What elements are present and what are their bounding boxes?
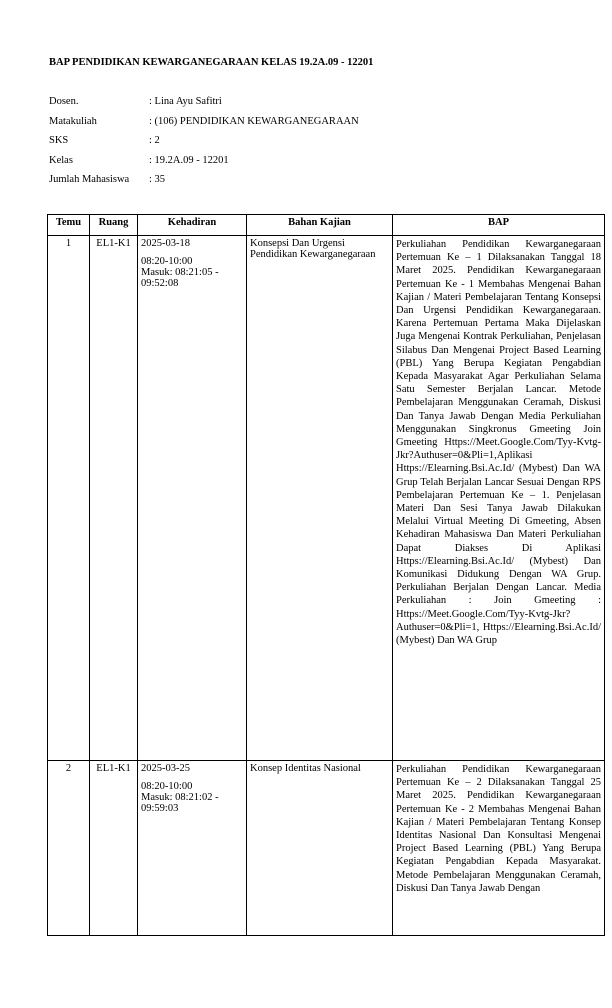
header-bahan-kajian: Bahan Kajian xyxy=(247,215,393,236)
cell-ruang: EL1-K1 xyxy=(90,761,138,936)
info-value: : (106) PENDIDIKAN KEWARGANEGARAAN xyxy=(149,115,359,127)
info-value: : Lina Ayu Safitri xyxy=(149,96,222,107)
info-row-kelas xyxy=(49,155,359,175)
info-value: : 35 xyxy=(149,174,166,185)
course-info xyxy=(49,96,359,194)
header-temu: Temu xyxy=(48,215,90,236)
info-label: SKS xyxy=(49,135,69,146)
attendance-checkin: Masuk: 08:21:02 - xyxy=(141,792,219,803)
info-row-sks xyxy=(49,135,359,155)
cell-temu: 2 xyxy=(48,761,90,936)
info-label: Jumlah Mahasiswa xyxy=(49,174,130,185)
info-label: Dosen. xyxy=(49,96,79,107)
cell-bahan-kajian: Konsepsi Dan Urgensi Pendidikan Kewarganegaraan xyxy=(247,236,393,761)
info-row-jumlah-mahasiswa xyxy=(49,174,359,194)
cell-bahan-kajian: Konsep Identitas Nasional xyxy=(247,761,393,936)
cell-temu: 1 xyxy=(48,236,90,761)
attendance-date: 2025-03-25 xyxy=(141,763,190,774)
table-row xyxy=(48,236,605,761)
cell-bap: Perkuliahan Pendidikan Kewarganegaraan Pertemuan Ke – 2 Dilaksanakan Tanggal 25 Maret 2025. Pendidikan Kewarganegaraan Pertemuan Ke - 2 Membahas Mengenai Bahan Kajian / Materi Pembelajaran Tentang Konsep Identitas Nasional Dan Konsultasi Mengenai Project Based Learning (PBL) Yang Berupa Kegiatan Pengabdian Kepada Masyarakat. Metode Pembelajaran Menggunakan Ceramah, Diskusi Dan Tanya Jawab Dengan xyxy=(393,761,605,936)
header-bap: BAP xyxy=(393,215,605,236)
attendance-date: 2025-03-18 xyxy=(141,238,190,249)
header-kehadiran: Kehadiran xyxy=(138,215,247,236)
table-header-row xyxy=(48,215,605,236)
page-title: BAP PENDIDIKAN KEWARGANEGARAAN KELAS 19.2A.09 - 12201 xyxy=(49,57,374,68)
info-value: : 19.2A.09 - 12201 xyxy=(149,154,229,166)
cell-bap: Perkuliahan Pendidikan Kewarganegaraan Pertemuan Ke – 1 Dilaksanakan Tanggal 18 Maret 2025. Pendidikan Kewarganegaraan Pertemuan Ke - 1 Membahas Mengenai Bahan Kajian / Materi Pembelajaran Tentang Konsepsi Dan Urgensi Pendidikan Kewarganegaraan. Karena Pertemuan Pertama Maka Dijelaskan Juga Mengenai Kontrak Perkuliahan, Penjelasan Silabus Dan Mengenai Project Based Learning (PBL) Yang Berupa Kegiatan Pengabdian Kepada Masyarakat Agar Perkuliahan Selama Satu Semester Berjalan Lancar. Metode Pembelajaran Menggunakan Ceramah, Diskusi Dan Tanya Jawab Dengan Media Perkuliahan Menggunakan Singkronus Gmeeting Join Gmeeting Https://Meet.Google.Com/Tyy-Kvtg-Jkr?Authuser=0&Pli=1,Aplikasi Https://Elearning.Bsi.Ac.Id/ (Mybest) Dan WA Grup Telah Berjalan Lancar Sesuai Dengan RPS Pembelajaran Pertemuan Ke – 1. Penjelasan Materi Dan Sesi Tanya Jawab Dilakukan Melalui Virtual Meeting Di Gmeeting, Absen Kehadiran Mahasiswa Dan Materi Perkuliahan Dapat Diakses Di Aplikasi Https://Elearning.Bsi.Ac.Id/ (Mybest) Dan Komunikasi Didukung Dengan WA Grup. Perkuliahan Berjalan Dengan Lancar. Media Perkuliahan : Join Gmeeting : Https://Meet.Google.Com/Tyy-Kvtg-Jkr?Authuser=0&Pli=1, Https://Elearning.Bsi.Ac.Id/ (Mybest) Dan WA Grup xyxy=(393,236,605,761)
attendance-schedule: 08:20-10:00 xyxy=(141,256,193,267)
bap-table xyxy=(47,214,605,936)
info-row-dosen xyxy=(49,96,359,116)
header-ruang: Ruang xyxy=(90,215,138,236)
table-row xyxy=(48,761,605,936)
cell-kehadiran xyxy=(138,761,247,936)
info-label: Matakuliah xyxy=(49,115,97,127)
info-label: Kelas xyxy=(49,154,73,166)
cell-kehadiran xyxy=(138,236,247,761)
attendance-checkin: Masuk: 08:21:05 - xyxy=(141,267,219,278)
cell-ruang: EL1-K1 xyxy=(90,236,138,761)
info-row-matakuliah xyxy=(49,116,359,136)
attendance-checkout: 09:59:03 xyxy=(141,803,179,814)
attendance-schedule: 08:20-10:00 xyxy=(141,781,193,792)
info-value: : 2 xyxy=(149,135,160,146)
attendance-checkout: 09:52:08 xyxy=(141,278,179,289)
